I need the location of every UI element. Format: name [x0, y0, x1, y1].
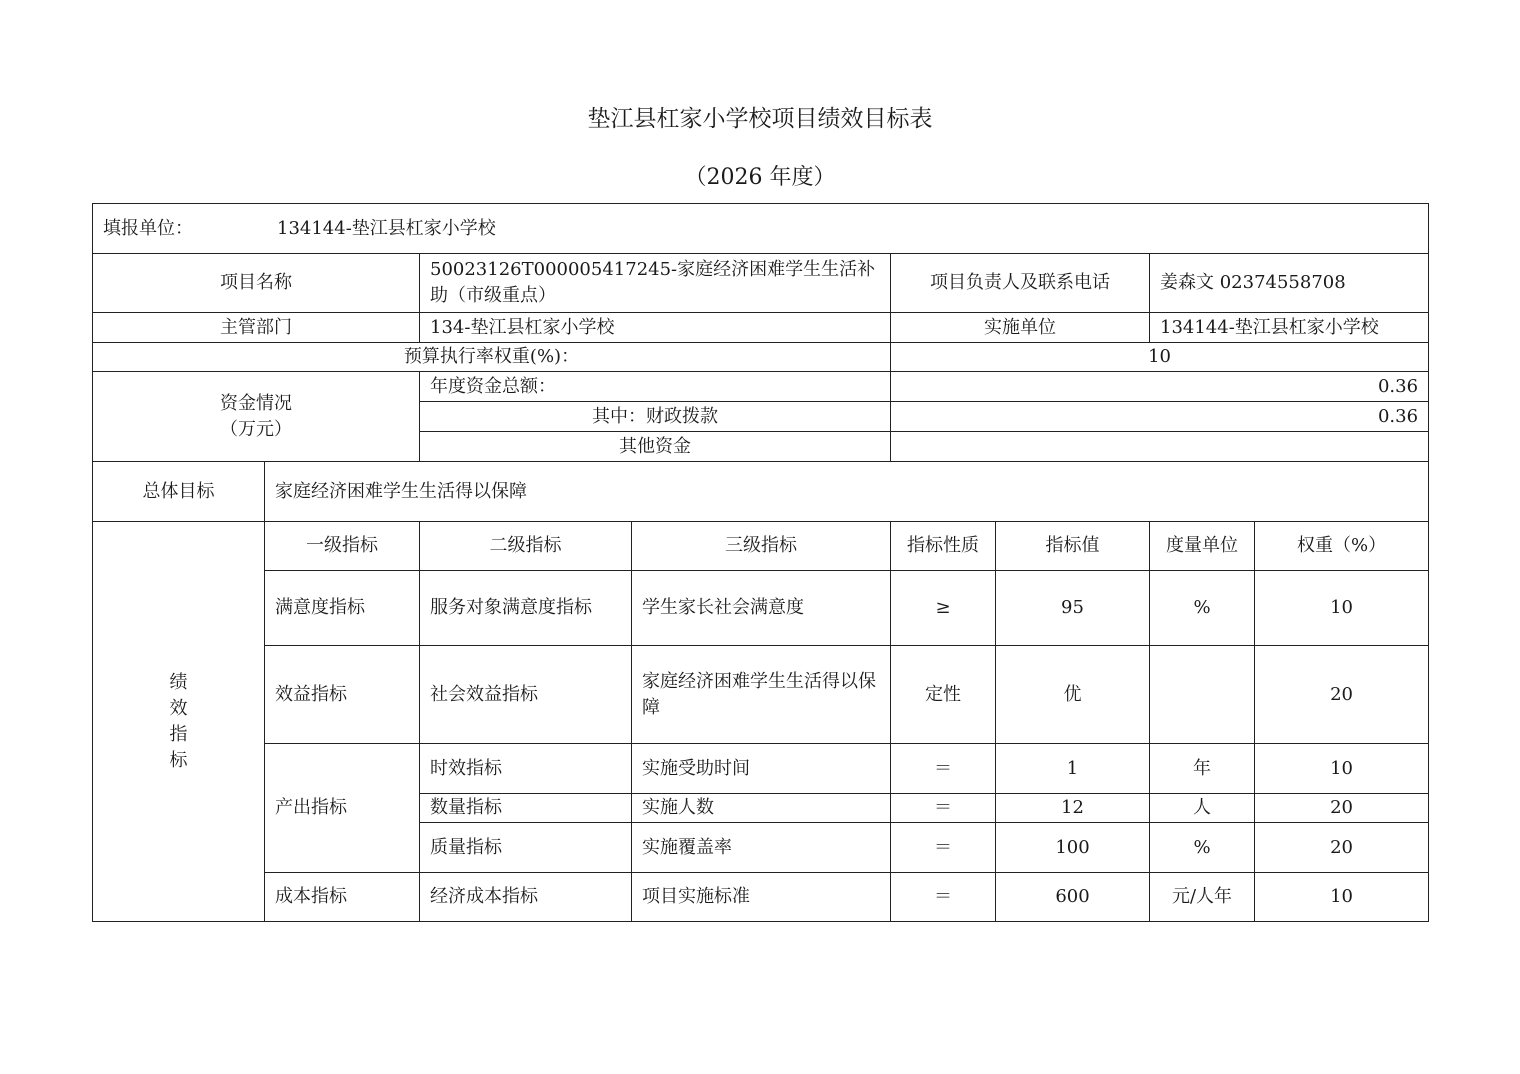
side-label-char: 效	[169, 697, 188, 719]
level2-cell: 服务对象满意度指标	[420, 571, 632, 646]
side-label-char: 指	[169, 723, 188, 745]
header-level2: 二级指标	[420, 522, 632, 571]
contact-value: 姜森文 02374558708	[1150, 254, 1429, 313]
impl-unit-label: 实施单位	[891, 313, 1150, 343]
level3-cell: 实施人数	[632, 794, 891, 823]
level3-cell: 家庭经济困难学生生活得以保障	[632, 646, 891, 744]
table-row	[93, 873, 1429, 922]
project-name-row	[93, 254, 1429, 313]
overall-goal-label: 总体目标	[93, 462, 265, 522]
table-row	[93, 646, 1429, 744]
reporting-unit-value: 134144-垫江县杠家小学校	[277, 217, 496, 239]
value-cell: 优	[996, 646, 1150, 744]
nature-cell: ＝	[891, 823, 996, 873]
impl-unit-value: 134144-垫江县杠家小学校	[1150, 313, 1429, 343]
reporting-unit-label: 填报单位：	[103, 217, 193, 239]
level2-cell: 数量指标	[420, 794, 632, 823]
unit-cell: 人	[1150, 794, 1255, 823]
budget-weight-label: 预算执行率权重(%)：	[93, 343, 891, 372]
dept-value: 134-垫江县杠家小学校	[420, 313, 891, 343]
level3-cell: 实施受助时间	[632, 744, 891, 794]
level2-cell: 质量指标	[420, 823, 632, 873]
project-name-value: 50023126T000005417245-家庭经济困难学生生活补助（市级重点）	[420, 254, 891, 313]
weight-cell: 20	[1255, 646, 1429, 744]
project-name-label: 项目名称	[93, 254, 420, 313]
side-label-char: 绩	[169, 671, 188, 693]
nature-cell: 定性	[891, 646, 996, 744]
unit-cell: %	[1150, 571, 1255, 646]
unit-cell: 年	[1150, 744, 1255, 794]
nature-cell: ＝	[891, 794, 996, 823]
weight-cell: 10	[1255, 873, 1429, 922]
level1-cell: 产出指标	[265, 744, 420, 873]
side-label-char: 标	[169, 749, 188, 771]
level3-cell: 学生家长社会满意度	[632, 571, 891, 646]
header-level1: 一级指标	[265, 522, 420, 571]
budget-weight-value: 10	[891, 343, 1429, 372]
nature-cell: ＝	[891, 873, 996, 922]
level2-cell: 时效指标	[420, 744, 632, 794]
weight-cell: 10	[1255, 571, 1429, 646]
funds-label-line2: （万元）	[220, 418, 292, 440]
weight-cell: 20	[1255, 823, 1429, 873]
contact-label: 项目负责人及联系电话	[891, 254, 1150, 313]
level2-cell: 社会效益指标	[420, 646, 632, 744]
nature-cell: ≥	[891, 571, 996, 646]
value-cell: 600	[996, 873, 1150, 922]
weight-cell: 10	[1255, 744, 1429, 794]
page-title: 垫江县杠家小学校项目绩效目标表	[587, 106, 933, 132]
header-value: 指标值	[996, 522, 1150, 571]
page-subtitle-year: （2026 年度）	[684, 165, 836, 190]
unit-cell	[1150, 646, 1255, 744]
reporting-unit-cell	[93, 204, 1429, 254]
table-row	[93, 744, 1429, 794]
header-weight: 权重（%）	[1255, 522, 1429, 571]
unit-cell: 元/人年	[1150, 873, 1255, 922]
value-cell: 1	[996, 744, 1150, 794]
header-unit: 度量单位	[1150, 522, 1255, 571]
overall-goal-row	[93, 462, 1429, 522]
unit-cell: %	[1150, 823, 1255, 873]
header-nature: 指标性质	[891, 522, 996, 571]
level1-cell: 成本指标	[265, 873, 420, 922]
funds-total-row	[93, 372, 1429, 402]
budget-weight-row	[93, 343, 1429, 372]
funds-fiscal-label: 其中：财政拨款	[420, 402, 891, 432]
table-row	[93, 571, 1429, 646]
dept-label: 主管部门	[93, 313, 420, 343]
funds-label	[93, 372, 420, 462]
indicator-header-row	[93, 522, 1429, 571]
value-cell: 100	[996, 823, 1150, 873]
weight-cell: 20	[1255, 794, 1429, 823]
performance-target-table	[92, 203, 1429, 922]
funds-other-label: 其他资金	[420, 432, 891, 462]
level3-cell: 实施覆盖率	[632, 823, 891, 873]
level1-cell: 效益指标	[265, 646, 420, 744]
header-level3: 三级指标	[632, 522, 891, 571]
level2-cell: 经济成本指标	[420, 873, 632, 922]
value-cell: 12	[996, 794, 1150, 823]
funds-other-value	[891, 432, 1429, 462]
value-cell: 95	[996, 571, 1150, 646]
performance-indicator-side-label	[93, 522, 265, 922]
reporting-unit-row	[93, 204, 1429, 254]
department-row	[93, 313, 1429, 343]
funds-label-line1: 资金情况	[220, 392, 292, 414]
level3-cell: 项目实施标准	[632, 873, 891, 922]
funds-fiscal-value: 0.36	[891, 402, 1429, 432]
level1-cell: 满意度指标	[265, 571, 420, 646]
funds-total-label: 年度资金总额：	[420, 372, 891, 402]
funds-total-value: 0.36	[891, 372, 1429, 402]
nature-cell: ＝	[891, 744, 996, 794]
overall-goal-value: 家庭经济困难学生生活得以保障	[265, 462, 1429, 522]
